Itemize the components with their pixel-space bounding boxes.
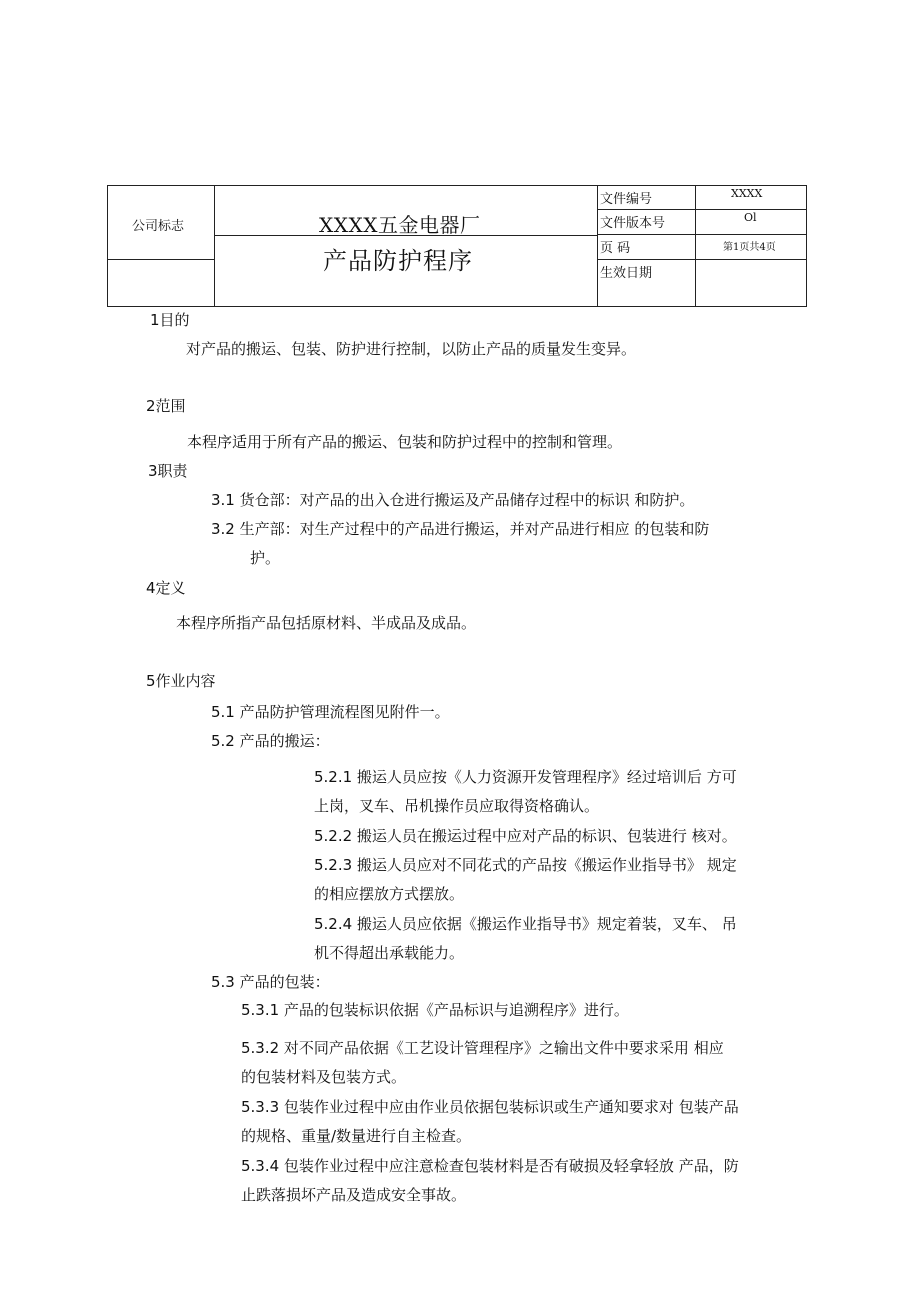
section-5-3-4-line2: 止跌落损坏产品及造成安全事故。 bbox=[241, 1186, 467, 1204]
section-4-title: 4定义 bbox=[146, 579, 186, 597]
document-title: 产品防护程序 bbox=[323, 247, 473, 275]
section-5-3-1: 5.3.1 产品的包装标识依据《产品标识与追溯程序》进行。 bbox=[241, 1001, 629, 1019]
table-row-divider-logo bbox=[107, 259, 215, 260]
section-5-3: 5.3 产品的包装： bbox=[211, 973, 330, 991]
field-value-version: Ol bbox=[744, 211, 757, 224]
section-4-body: 本程序所指产品包括原材料、半成品及成品。 bbox=[176, 614, 477, 632]
section-2-body: 本程序适用于所有产品的搬运、包装和防护过程中的控制和管理。 bbox=[187, 433, 623, 451]
company-name: XXXX五金电器厂 bbox=[319, 213, 481, 237]
field-label-doc-number: 文件编号 bbox=[600, 192, 653, 207]
section-5-3-2-line2: 的包装材料及包装方式。 bbox=[241, 1068, 407, 1086]
section-1-title: 1目的 bbox=[150, 311, 190, 329]
section-5-2-3-line2: 的相应摆放方式摆放。 bbox=[314, 885, 465, 903]
section-3-title: 3职责 bbox=[148, 462, 188, 480]
section-3-2-line2: 护。 bbox=[250, 549, 281, 567]
section-5-2-2: 5.2.2 搬运人员在搬运过程中应对产品的标识、包装进行 核对。 bbox=[314, 827, 737, 845]
section-5-2-1-line1: 5.2.1 搬运人员应按《人力资源开发管理程序》经过培训后 方可 bbox=[314, 768, 737, 786]
document-header-table bbox=[107, 185, 807, 307]
table-divider-logo bbox=[214, 185, 215, 307]
field-label-version: 文件版本号 bbox=[600, 216, 666, 231]
field-label-page: 页 码 bbox=[600, 241, 631, 256]
section-5-2-4-line1: 5.2.4 搬运人员应依据《搬运作业指导书》规定着装，叉车、 吊 bbox=[314, 915, 737, 933]
table-row-divider-3 bbox=[597, 259, 807, 260]
section-3-2-line1: 3.2 生产部：对生产过程中的产品进行搬运，并对产品进行相应 的包装和防 bbox=[211, 520, 710, 538]
section-5-2-3-line1: 5.2.3 搬运人员应对不同花式的产品按《搬运作业指导书》 规定 bbox=[314, 856, 737, 874]
section-5-3-4-line1: 5.3.4 包装作业过程中应注意检查包装材料是否有破损及轻拿轻放 产品，防 bbox=[241, 1157, 739, 1175]
section-5-2: 5.2 产品的搬运： bbox=[211, 732, 330, 750]
section-5-title: 5作业内容 bbox=[146, 672, 216, 690]
field-label-effective-date: 生效日期 bbox=[600, 266, 653, 281]
table-border-bottom bbox=[107, 306, 807, 307]
section-2-title: 2范围 bbox=[146, 397, 186, 415]
section-5-1: 5.1 产品防护管理流程图见附件一。 bbox=[211, 703, 450, 721]
field-value-doc-number: XXXX bbox=[731, 187, 763, 200]
table-border-left bbox=[107, 185, 108, 307]
section-5-3-2-line1: 5.3.2 对不同产品依据《工艺设计管理程序》之输出文件中要求采用 相应 bbox=[241, 1039, 724, 1057]
section-1-body: 对产品的搬运、包装、防护进行控制，以防止产品的质量发生变异。 bbox=[186, 340, 637, 358]
table-divider-field bbox=[695, 185, 696, 307]
section-5-3-3-line1: 5.3.3 包装作业过程中应由作业员依据包装标识或生产通知要求对 包装产品 bbox=[241, 1098, 739, 1116]
table-row-divider-2 bbox=[597, 234, 807, 235]
table-border-right bbox=[806, 185, 807, 307]
section-5-3-3-line2: 的规格、重量/数量进行自主检查。 bbox=[241, 1127, 472, 1145]
section-3-1: 3.1 货仓部：对产品的出入仓进行搬运及产品储存过程中的标识 和防护。 bbox=[211, 491, 695, 509]
section-5-2-1-line2: 上岗，叉车、吊机操作员应取得资格确认。 bbox=[314, 797, 600, 815]
table-border-top bbox=[107, 185, 807, 186]
table-divider-title bbox=[597, 185, 598, 307]
company-logo-label: 公司标志 bbox=[132, 219, 185, 234]
table-row-divider-1 bbox=[597, 209, 807, 210]
section-5-2-4-line2: 机不得超出承载能力。 bbox=[314, 944, 465, 962]
field-value-page: 第1页共4页 bbox=[723, 242, 776, 253]
